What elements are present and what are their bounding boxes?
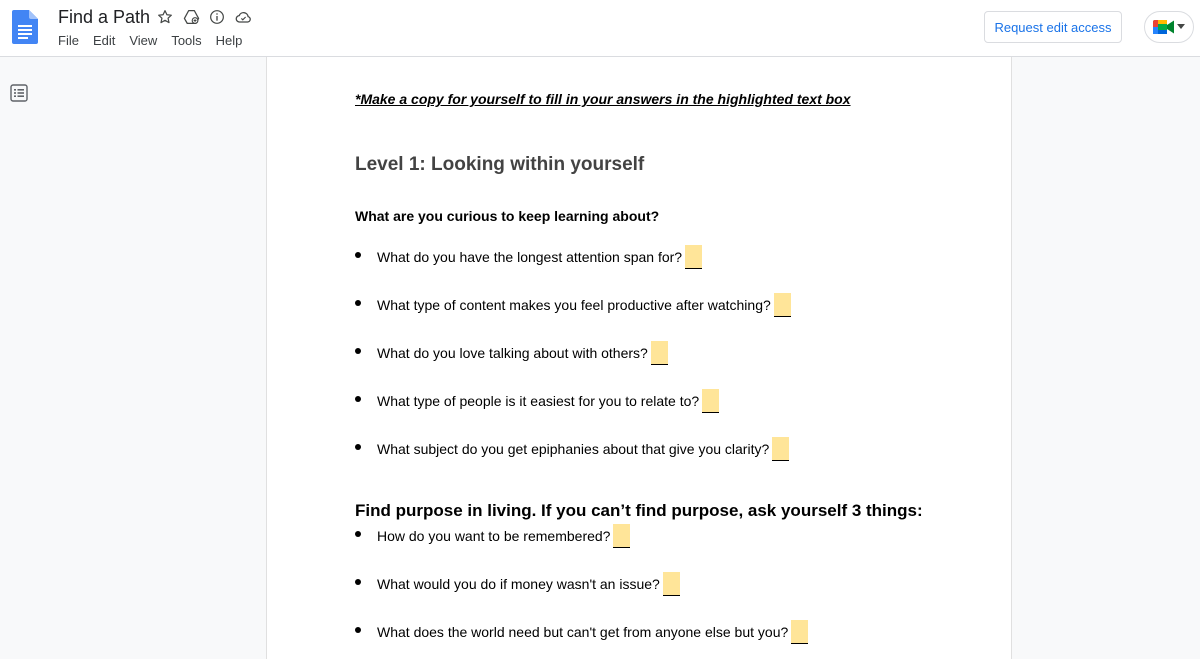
bullet-icon <box>355 531 361 537</box>
star-icon[interactable] <box>156 8 174 26</box>
answer-box[interactable] <box>774 293 791 317</box>
bullet-icon <box>355 300 361 306</box>
google-meet-icon <box>1153 18 1175 36</box>
bullet-icon <box>355 252 361 258</box>
list-item-text: What does the world need but can't get from anyone else but you? <box>377 624 789 640</box>
menu-tools[interactable]: Tools <box>171 33 202 48</box>
menu-file[interactable]: File <box>58 33 79 48</box>
list-item <box>377 340 668 366</box>
answer-box[interactable] <box>663 572 680 596</box>
app-header <box>0 0 1200 57</box>
answer-box[interactable] <box>685 245 702 269</box>
bullet-icon <box>355 396 361 402</box>
list-item-text: What do you have the longest attention span for? <box>377 249 683 265</box>
list-item <box>377 244 702 270</box>
answer-box[interactable] <box>651 341 668 365</box>
list-item <box>377 619 808 645</box>
bullet-icon <box>355 579 361 585</box>
move-to-drive-icon[interactable] <box>182 8 200 26</box>
document-title[interactable]: Find a Path <box>58 7 151 27</box>
answer-box[interactable] <box>702 389 719 413</box>
answer-box[interactable] <box>613 524 630 548</box>
google-docs-icon[interactable] <box>12 10 38 44</box>
list-item-text: How do you want to be remembered? <box>377 528 611 544</box>
document-page[interactable] <box>266 57 1012 659</box>
list-item <box>377 523 630 549</box>
menu-help[interactable]: Help <box>215 33 243 48</box>
menu-edit[interactable]: Edit <box>92 33 116 48</box>
answer-box[interactable] <box>791 620 808 644</box>
bullet-icon <box>355 444 361 450</box>
chevron-down-icon <box>1177 24 1185 30</box>
bullet-icon <box>355 627 361 633</box>
copy-instruction-note: *Make a copy for yourself to fill in your answers in the highlighted text box <box>355 91 851 107</box>
info-icon[interactable] <box>208 8 226 26</box>
section1-heading: What are you curious to keep learning about? <box>355 208 660 224</box>
list-item-text: What do you love talking about with others? <box>377 345 648 361</box>
list-item-text: What type of content makes you feel productive after watching? <box>377 297 771 313</box>
meet-button[interactable] <box>1144 11 1194 43</box>
title-icon-row <box>156 8 252 26</box>
level-heading: Level 1: Looking within yourself <box>355 154 645 175</box>
list-item <box>377 571 680 597</box>
bullet-icon <box>355 348 361 354</box>
list-item <box>377 388 719 414</box>
menu-view[interactable]: View <box>129 33 158 48</box>
list-item <box>377 436 789 462</box>
list-item-text: What subject do you get epiphanies about that give you clarity? <box>377 441 770 457</box>
section2-heading: Find purpose in living. If you can’t find purpose, ask yourself 3 things: <box>355 501 923 520</box>
menu-bar <box>58 33 242 48</box>
document-outline-icon[interactable] <box>10 84 28 102</box>
list-item <box>377 292 791 318</box>
list-item-text: What type of people is it easiest for you to relate to? <box>377 393 700 409</box>
answer-box[interactable] <box>772 437 789 461</box>
request-edit-access-button[interactable]: Request edit access <box>984 11 1122 43</box>
cloud-saved-icon[interactable] <box>234 8 252 26</box>
list-item-text: What would you do if money wasn't an issue? <box>377 576 660 592</box>
